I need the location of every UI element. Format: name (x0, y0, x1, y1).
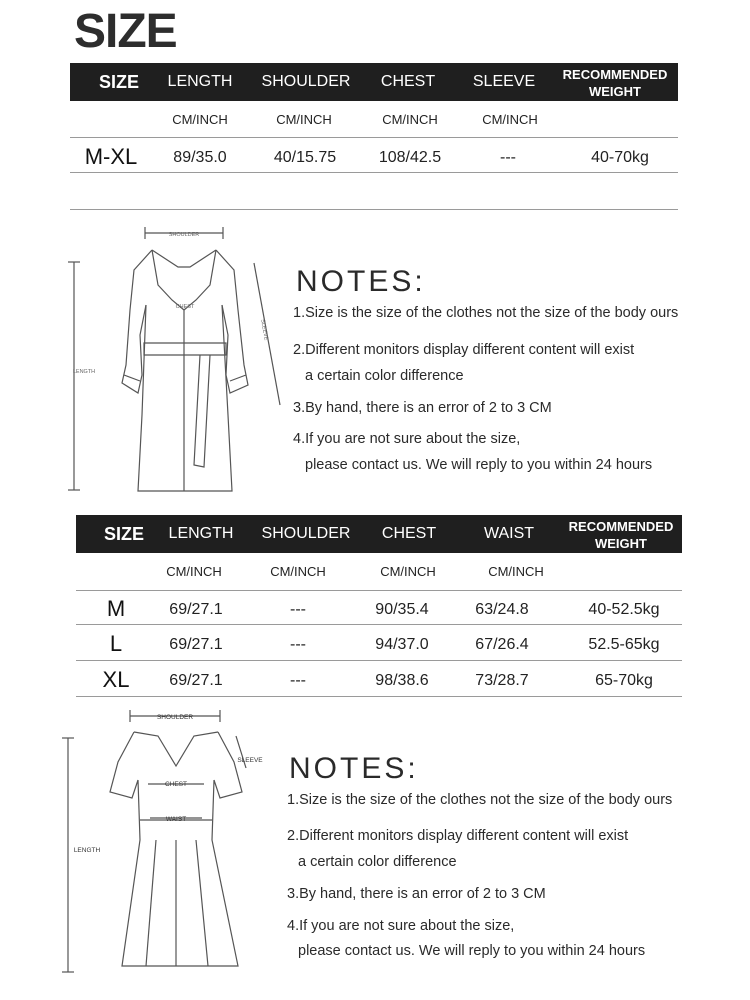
notes2-line5: 4.If you are not sure about the size, (287, 918, 515, 934)
table2-row-size-xl: XL (102, 667, 130, 692)
table2-header (76, 515, 682, 553)
notes2-line1: 1.Size is the size of the clothes not the size of the body ours (287, 792, 673, 808)
table1-header-chest: CHEST (380, 73, 436, 90)
coat-diagram (60, 215, 290, 500)
notes2-line4: 3.By hand, there is an error of 2 to 3 CM (287, 886, 546, 902)
table2-cell-m-length: 69/27.1 (169, 601, 223, 618)
table2-row-size-m: M (106, 596, 126, 621)
table2-unit-waist: CM/INCH (488, 564, 544, 579)
table1-bottom-border (70, 172, 678, 173)
table2-divider-1 (76, 624, 682, 625)
notes1-line5: 4.If you are not sure about the size, (293, 431, 521, 447)
table2-cell-m-chest: 90/35.4 (375, 601, 429, 618)
table2-cell-m-waist: 63/24.8 (475, 601, 529, 618)
notes1-title: NOTES: (296, 265, 426, 298)
dress-length-label: LENGTH (73, 847, 101, 854)
table2-header-shoulder: SHOULDER (261, 525, 351, 542)
table2-cell-m-weight: 40-52.5kg (588, 601, 660, 618)
table2-row-size-l: L (109, 631, 123, 656)
table1-divider (70, 137, 678, 138)
table1-header-recommended-line1: RECOMMENDED (562, 67, 668, 82)
table2-cell-xl-chest: 98/38.6 (375, 672, 429, 689)
table1-header-sleeve: SLEEVE (472, 73, 536, 90)
table2-header-recommended (569, 518, 674, 552)
table2-cell-xl-length: 69/27.1 (169, 672, 223, 689)
notes2-line2: 2.Different monitors display different content will exist (287, 828, 629, 844)
table2-header-waist: WAIST (483, 525, 535, 542)
notes1-line1: 1.Size is the size of the clothes not the size of the body ours (293, 305, 679, 321)
table1-cell-sleeve: --- (500, 149, 516, 166)
table2-header-recommended-line1: RECOMMENDED (568, 519, 674, 534)
dress-shoulder-label: SHOULDER (156, 714, 194, 721)
table1-header-recommended (563, 66, 668, 100)
table2-cell-xl-weight: 65-70kg (595, 672, 653, 689)
table2-divider-2 (76, 660, 682, 661)
table1-row-size: M-XL (84, 144, 138, 169)
notes2-line3: a certain color difference (298, 854, 457, 870)
table1-unit-sleeve: CM/INCH (482, 112, 538, 127)
dress-diagram (60, 700, 280, 990)
notes2-title: NOTES: (289, 752, 419, 785)
table2-header-size: SIZE (103, 524, 145, 544)
table2-bottom-border (76, 696, 682, 697)
table1-cell-shoulder: 40/15.75 (273, 149, 337, 166)
coat-chest-label: CHEST (175, 304, 195, 310)
table1-header-size: SIZE (98, 72, 140, 92)
dress-sleeve-label: SLEEVE (237, 757, 263, 764)
table2-header-recommended-line2: WEIGHT (594, 536, 647, 551)
table2-cell-l-length: 69/27.1 (169, 636, 223, 653)
table2-header-length: LENGTH (168, 525, 234, 542)
table1-cell-chest: 108/42.5 (378, 149, 442, 166)
page-title: SIZE (74, 5, 177, 58)
table2-header-chest: CHEST (381, 525, 437, 542)
table2-cell-xl-waist: 73/28.7 (475, 672, 529, 689)
coat-shoulder-label: SHOULDER (168, 232, 200, 238)
table1-header-recommended-line2: WEIGHT (588, 84, 641, 99)
table2-unit-shoulder: CM/INCH (270, 564, 326, 579)
table1-header-length: LENGTH (167, 73, 233, 90)
table1-unit-length: CM/INCH (172, 112, 228, 127)
table1-header (70, 63, 678, 101)
notes1-line3: a certain color difference (305, 368, 464, 384)
notes2-line6: please contact us. We will reply to you within 24 hours (298, 943, 646, 959)
section-divider (70, 209, 678, 210)
table2-cell-xl-shoulder: --- (290, 672, 306, 689)
notes1-line2: 2.Different monitors display different content will exist (293, 342, 635, 358)
coat-length-label: LENGTH (72, 369, 96, 375)
table2-divider-0 (76, 590, 682, 591)
coat-sleeve-label: SLEEVE (259, 318, 269, 341)
table2-cell-l-weight: 52.5-65kg (588, 636, 660, 653)
dress-chest-label: CHEST (164, 781, 188, 788)
table1-header-shoulder: SHOULDER (261, 73, 351, 90)
dress-waist-label: WAIST (165, 816, 187, 823)
table2-cell-l-waist: 67/26.4 (475, 636, 529, 653)
table2-unit-length: CM/INCH (166, 564, 222, 579)
table1-unit-shoulder: CM/INCH (276, 112, 332, 127)
notes1-line6: please contact us. We will reply to you within 24 hours (305, 457, 653, 473)
table1-cell-weight: 40-70kg (591, 149, 649, 166)
table2-unit-chest: CM/INCH (380, 564, 436, 579)
table2-cell-m-shoulder: --- (290, 601, 306, 618)
notes1-line4: 3.By hand, there is an error of 2 to 3 CM (293, 400, 552, 416)
table2-cell-l-shoulder: --- (290, 636, 306, 653)
table2-cell-l-chest: 94/37.0 (375, 636, 429, 653)
table1-cell-length: 89/35.0 (173, 149, 227, 166)
table1-unit-chest: CM/INCH (382, 112, 438, 127)
